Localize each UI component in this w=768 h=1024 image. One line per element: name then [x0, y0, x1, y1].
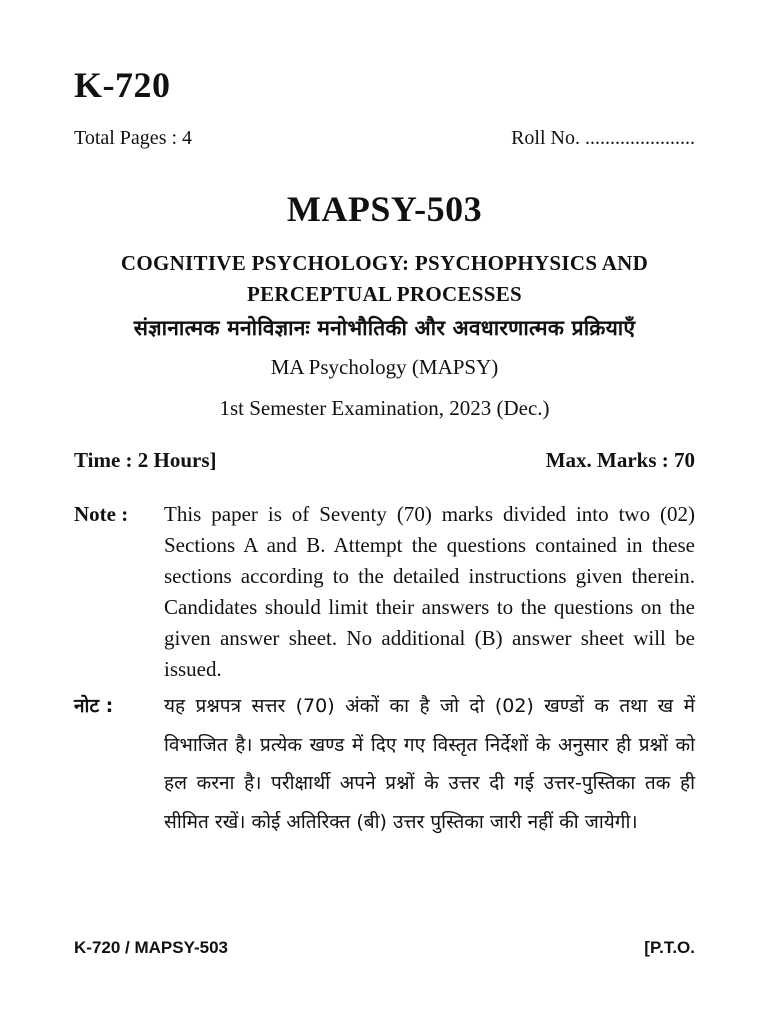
course-title-line-1: COGNITIVE PSYCHOLOGY: PSYCHOPHYSICS AND — [120, 251, 649, 275]
paper-code: K-720 — [74, 65, 171, 105]
total-pages: Total Pages : 4 — [74, 127, 193, 149]
footer-code: K-720 / MAPSY-503 — [74, 938, 229, 957]
exam-paper-page — [74, 0, 695, 1024]
note-english-text: This paper is of Seventy (70) marks divided into two (02) Sections A and B. Attempt the questions contained in these sections according to the detailed instructions given therein. Candidates should limit their answers to the questions on the given answer sheet. No additional (B) answer sheet will be issued. — [164, 502, 695, 681]
max-marks: Max. Marks : 70 — [545, 448, 695, 472]
note-hindi-label: नोट : — [74, 695, 114, 717]
footer-pto: [P.T.O. — [644, 938, 695, 957]
note-english-label: Note : — [74, 502, 129, 526]
course-title-line-2: PERCEPTUAL PROCESSES — [247, 282, 522, 306]
exam-time: Time : 2 Hours] — [74, 448, 217, 472]
note-hindi-text: यह प्रश्नपत्र सत्तर (70) अंकों का है जो दो (02) खण्डों क तथा ख में विभाजित है। प्रत्येक खण्ड में दिए गए विस्तृत निर्देशों के अनुसार ही प्रश्नों को हल करना है। परीक्षार्थी अपने प्रश्नों के उत्तर दी गई उत्तर-पुस्तिका तक ही सीमित रखें। कोई अतिरिक्त (बी) उत्तर पुस्तिका जारी नहीं की जायेगी। — [164, 695, 695, 833]
program-name: MA Psychology (MAPSY) — [270, 355, 499, 379]
roll-no: Roll No. ...................... — [511, 127, 695, 149]
course-title-hindi: संज्ञानात्मक मनोविज्ञानः मनोभौतिकी और अवधारणात्मक प्रक्रियाएँ — [133, 316, 636, 340]
note-hindi — [74, 687, 695, 841]
course-code: MAPSY-503 — [286, 189, 483, 229]
time-marks-row — [74, 448, 695, 473]
meta-row — [74, 127, 695, 150]
page-footer — [74, 938, 695, 958]
course-title-english — [74, 248, 695, 310]
note-english — [74, 499, 695, 685]
exam-session: 1st Semester Examination, 2023 (Dec.) — [219, 396, 550, 420]
